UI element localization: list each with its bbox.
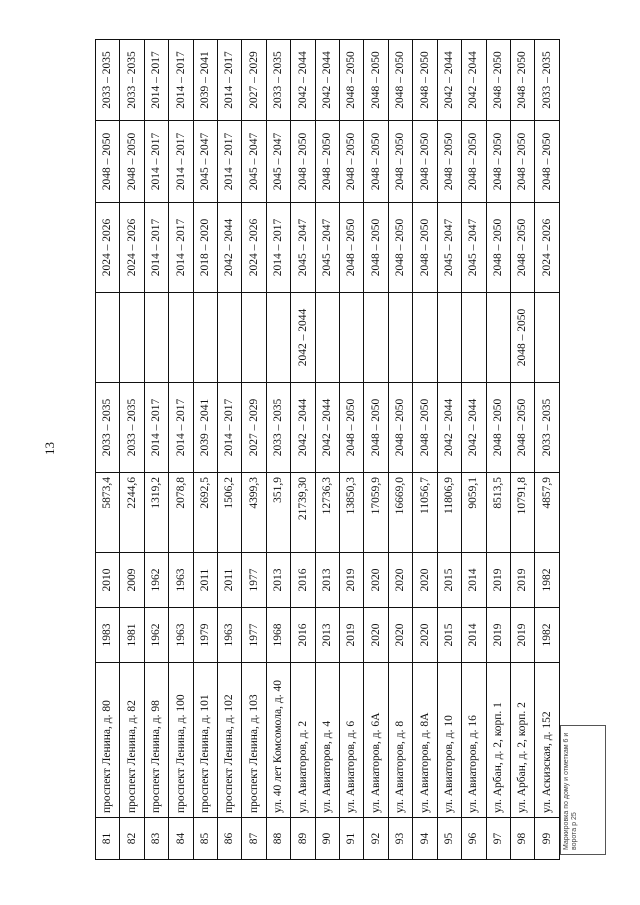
period-facade-cell: 2045 – 2047 (437, 203, 461, 293)
year-built-cell: 2016 (291, 608, 315, 663)
address-cell: проспект Ленина, д. 80 (96, 663, 120, 818)
table-row (388, 40, 412, 860)
period-basement-cell: 2048 – 2050 (510, 121, 534, 203)
page-number: 13 (42, 442, 57, 455)
period-elevator-cell (315, 293, 339, 383)
table-row (96, 40, 120, 860)
year-built-cell: 1963 (169, 608, 193, 663)
area-cell: 11806,9 (437, 473, 461, 553)
area-cell: 4399,3 (242, 473, 266, 553)
year-built-cell: 1982 (535, 608, 560, 663)
year-built-cell: 1962 (144, 608, 168, 663)
period-elevator-cell (193, 293, 217, 383)
period-roof-cell: 2048 – 2050 (510, 383, 534, 473)
period-basement-cell: 2014 – 2017 (144, 121, 168, 203)
table-row (242, 40, 266, 860)
period-roof-cell: 2033 – 2035 (266, 383, 290, 473)
period-roof-cell: 2039 – 2041 (193, 383, 217, 473)
year-commissioned-cell: 2019 (510, 553, 534, 608)
period-roof-cell: 2042 – 2044 (291, 383, 315, 473)
year-built-cell: 1963 (218, 608, 242, 663)
period-roof-cell: 2014 – 2017 (218, 383, 242, 473)
period-elevator-cell (388, 293, 412, 383)
area-cell: 11056,7 (413, 473, 437, 553)
area-cell: 12736,3 (315, 473, 339, 553)
rotated-table-container (95, 40, 560, 860)
row-number-cell: 87 (242, 818, 266, 860)
period-facade-cell: 2014 – 2017 (266, 203, 290, 293)
year-commissioned-cell: 2016 (291, 553, 315, 608)
address-cell: ул. Аскизская, д. 152 (535, 663, 560, 818)
row-number-cell: 85 (193, 818, 217, 860)
period-facade-cell: 2045 – 2047 (291, 203, 315, 293)
period-engineering-cell: 2014 – 2017 (169, 40, 193, 121)
year-commissioned-cell: 2010 (96, 553, 120, 608)
period-roof-cell: 2048 – 2050 (486, 383, 510, 473)
period-elevator-cell (266, 293, 290, 383)
period-engineering-cell: 2042 – 2044 (291, 40, 315, 121)
period-roof-cell: 2042 – 2044 (462, 383, 486, 473)
period-facade-cell: 2045 – 2047 (462, 203, 486, 293)
period-engineering-cell: 2048 – 2050 (486, 40, 510, 121)
area-cell: 2692,5 (193, 473, 217, 553)
period-roof-cell: 2048 – 2050 (413, 383, 437, 473)
year-commissioned-cell: 2020 (364, 553, 388, 608)
table-row (315, 40, 339, 860)
period-engineering-cell: 2033 – 2035 (120, 40, 144, 121)
period-facade-cell: 2014 – 2017 (144, 203, 168, 293)
period-basement-cell: 2048 – 2050 (486, 121, 510, 203)
row-number-cell: 83 (144, 818, 168, 860)
stamp: Маркировка по дому и отметкам 6 и ворота р 25 (560, 725, 606, 855)
period-elevator-cell (169, 293, 193, 383)
period-basement-cell: 2048 – 2050 (388, 121, 412, 203)
period-facade-cell: 2042 – 2044 (218, 203, 242, 293)
period-basement-cell: 2048 – 2050 (462, 121, 486, 203)
area-cell: 8513,5 (486, 473, 510, 553)
table-row (364, 40, 388, 860)
period-basement-cell: 2014 – 2017 (169, 121, 193, 203)
period-engineering-cell: 2048 – 2050 (364, 40, 388, 121)
table-row (120, 40, 144, 860)
row-number-cell: 93 (388, 818, 412, 860)
period-engineering-cell: 2014 – 2017 (218, 40, 242, 121)
period-basement-cell: 2048 – 2050 (96, 121, 120, 203)
address-cell: проспект Ленина, д. 102 (218, 663, 242, 818)
period-elevator-cell (413, 293, 437, 383)
period-facade-cell: 2045 – 2047 (315, 203, 339, 293)
period-facade-cell: 2048 – 2050 (413, 203, 437, 293)
table-row (413, 40, 437, 860)
row-number-cell: 94 (413, 818, 437, 860)
area-cell: 4857,9 (535, 473, 560, 553)
address-cell: ул. Авиаторов, д. 10 (437, 663, 461, 818)
year-built-cell: 1983 (96, 608, 120, 663)
period-elevator-cell (120, 293, 144, 383)
period-engineering-cell: 2048 – 2050 (510, 40, 534, 121)
year-commissioned-cell: 2011 (218, 553, 242, 608)
row-number-cell: 88 (266, 818, 290, 860)
period-elevator-cell (364, 293, 388, 383)
period-roof-cell: 2042 – 2044 (315, 383, 339, 473)
row-number-cell: 96 (462, 818, 486, 860)
area-cell: 9059,1 (462, 473, 486, 553)
period-roof-cell: 2048 – 2050 (340, 383, 364, 473)
year-built-cell: 2020 (388, 608, 412, 663)
year-commissioned-cell: 1982 (535, 553, 560, 608)
table-row (510, 40, 534, 860)
year-commissioned-cell: 2019 (340, 553, 364, 608)
period-engineering-cell: 2048 – 2050 (388, 40, 412, 121)
period-roof-cell: 2048 – 2050 (364, 383, 388, 473)
period-facade-cell: 2018 – 2020 (193, 203, 217, 293)
period-elevator-cell (340, 293, 364, 383)
year-commissioned-cell: 2020 (388, 553, 412, 608)
year-commissioned-cell: 2013 (315, 553, 339, 608)
year-built-cell: 1977 (242, 608, 266, 663)
year-built-cell: 2015 (437, 608, 461, 663)
area-cell: 17059,9 (364, 473, 388, 553)
area-cell: 5873,4 (96, 473, 120, 553)
row-number-cell: 92 (364, 818, 388, 860)
address-cell: ул. Авиаторов, д. 8А (413, 663, 437, 818)
address-cell: ул. 40 лет Комсомола, д. 40 (266, 663, 290, 818)
address-cell: проспект Ленина, д. 101 (193, 663, 217, 818)
period-engineering-cell: 2033 – 2035 (535, 40, 560, 121)
table-row (291, 40, 315, 860)
period-basement-cell: 2045 – 2047 (193, 121, 217, 203)
period-engineering-cell: 2042 – 2044 (315, 40, 339, 121)
year-commissioned-cell: 1962 (144, 553, 168, 608)
table-row (169, 40, 193, 860)
area-cell: 1319,2 (144, 473, 168, 553)
period-facade-cell: 2048 – 2050 (486, 203, 510, 293)
year-built-cell: 1968 (266, 608, 290, 663)
year-commissioned-cell: 1977 (242, 553, 266, 608)
year-commissioned-cell: 2011 (193, 553, 217, 608)
period-elevator-cell (437, 293, 461, 383)
address-cell: ул. Арбан, д. 2, корп. 2 (510, 663, 534, 818)
period-elevator-cell (218, 293, 242, 383)
period-facade-cell: 2048 – 2050 (364, 203, 388, 293)
period-engineering-cell: 2042 – 2044 (437, 40, 461, 121)
period-elevator-cell (535, 293, 560, 383)
housing-repair-schedule-table (95, 39, 560, 860)
period-facade-cell: 2048 – 2050 (388, 203, 412, 293)
year-built-cell: 2019 (340, 608, 364, 663)
year-commissioned-cell: 2015 (437, 553, 461, 608)
area-cell: 10791,8 (510, 473, 534, 553)
table-row (193, 40, 217, 860)
year-built-cell: 2020 (413, 608, 437, 663)
address-cell: ул. Авиаторов, д. 2 (291, 663, 315, 818)
row-number-cell: 99 (535, 818, 560, 860)
year-commissioned-cell: 2019 (486, 553, 510, 608)
period-facade-cell: 2048 – 2050 (510, 203, 534, 293)
year-built-cell: 2019 (486, 608, 510, 663)
period-elevator-cell: 2048 – 2050 (510, 293, 534, 383)
period-engineering-cell: 2039 – 2041 (193, 40, 217, 121)
address-cell: ул. Арбан, д. 2, корп. 1 (486, 663, 510, 818)
row-number-cell: 86 (218, 818, 242, 860)
period-basement-cell: 2048 – 2050 (315, 121, 339, 203)
address-cell: проспект Ленина, д. 103 (242, 663, 266, 818)
address-cell: проспект Ленина, д. 82 (120, 663, 144, 818)
period-engineering-cell: 2033 – 2035 (96, 40, 120, 121)
address-cell: ул. Авиаторов, д. 6А (364, 663, 388, 818)
address-cell: ул. Авиаторов, д. 8 (388, 663, 412, 818)
area-cell: 21739,30 (291, 473, 315, 553)
period-elevator-cell (462, 293, 486, 383)
row-number-cell: 89 (291, 818, 315, 860)
period-facade-cell: 2048 – 2050 (340, 203, 364, 293)
period-elevator-cell (144, 293, 168, 383)
year-built-cell: 1979 (193, 608, 217, 663)
period-engineering-cell: 2042 – 2044 (462, 40, 486, 121)
table-row (462, 40, 486, 860)
table-row (340, 40, 364, 860)
row-number-cell: 82 (120, 818, 144, 860)
period-basement-cell: 2048 – 2050 (413, 121, 437, 203)
period-basement-cell: 2048 – 2050 (120, 121, 144, 203)
table-row (144, 40, 168, 860)
period-basement-cell: 2048 – 2050 (340, 121, 364, 203)
area-cell: 16669,0 (388, 473, 412, 553)
area-cell: 13850,3 (340, 473, 364, 553)
row-number-cell: 95 (437, 818, 461, 860)
period-elevator-cell (486, 293, 510, 383)
period-elevator-cell (242, 293, 266, 383)
period-roof-cell: 2033 – 2035 (535, 383, 560, 473)
period-basement-cell: 2048 – 2050 (535, 121, 560, 203)
address-cell: ул. Авиаторов, д. 6 (340, 663, 364, 818)
address-cell: проспект Ленина, д. 98 (144, 663, 168, 818)
address-cell: проспект Ленина, д. 100 (169, 663, 193, 818)
year-built-cell: 1981 (120, 608, 144, 663)
period-roof-cell: 2048 – 2050 (388, 383, 412, 473)
period-engineering-cell: 2033 – 2035 (266, 40, 290, 121)
period-engineering-cell: 2027 – 2029 (242, 40, 266, 121)
year-commissioned-cell: 2014 (462, 553, 486, 608)
period-basement-cell: 2048 – 2050 (364, 121, 388, 203)
table-row (437, 40, 461, 860)
row-number-cell: 91 (340, 818, 364, 860)
address-cell: ул. Авиаторов, д. 16 (462, 663, 486, 818)
year-built-cell: 2019 (510, 608, 534, 663)
period-facade-cell: 2024 – 2026 (96, 203, 120, 293)
table-body (96, 40, 560, 860)
area-cell: 2078,8 (169, 473, 193, 553)
year-built-cell: 2020 (364, 608, 388, 663)
area-cell: 1506,2 (218, 473, 242, 553)
table-row (266, 40, 290, 860)
year-built-cell: 2014 (462, 608, 486, 663)
year-commissioned-cell: 2020 (413, 553, 437, 608)
period-facade-cell: 2014 – 2017 (169, 203, 193, 293)
period-basement-cell: 2014 – 2017 (218, 121, 242, 203)
area-cell: 2244,6 (120, 473, 144, 553)
period-roof-cell: 2014 – 2017 (169, 383, 193, 473)
period-elevator-cell: 2042 – 2044 (291, 293, 315, 383)
year-commissioned-cell: 2013 (266, 553, 290, 608)
table-row (218, 40, 242, 860)
period-roof-cell: 2033 – 2035 (96, 383, 120, 473)
period-facade-cell: 2024 – 2026 (535, 203, 560, 293)
period-roof-cell: 2014 – 2017 (144, 383, 168, 473)
period-facade-cell: 2024 – 2026 (242, 203, 266, 293)
area-cell: 351,9 (266, 473, 290, 553)
period-engineering-cell: 2014 – 2017 (144, 40, 168, 121)
table-row (486, 40, 510, 860)
address-cell: ул. Авиаторов, д. 4 (315, 663, 339, 818)
row-number-cell: 90 (315, 818, 339, 860)
table-row (535, 40, 560, 860)
period-basement-cell: 2048 – 2050 (291, 121, 315, 203)
period-basement-cell: 2048 – 2050 (437, 121, 461, 203)
row-number-cell: 81 (96, 818, 120, 860)
row-number-cell: 97 (486, 818, 510, 860)
period-facade-cell: 2024 – 2026 (120, 203, 144, 293)
period-engineering-cell: 2048 – 2050 (340, 40, 364, 121)
period-roof-cell: 2033 – 2035 (120, 383, 144, 473)
period-roof-cell: 2042 – 2044 (437, 383, 461, 473)
year-commissioned-cell: 1963 (169, 553, 193, 608)
year-commissioned-cell: 2009 (120, 553, 144, 608)
period-roof-cell: 2027 – 2029 (242, 383, 266, 473)
year-built-cell: 2013 (315, 608, 339, 663)
period-basement-cell: 2045 – 2047 (242, 121, 266, 203)
period-basement-cell: 2045 – 2047 (266, 121, 290, 203)
period-elevator-cell (96, 293, 120, 383)
row-number-cell: 84 (169, 818, 193, 860)
row-number-cell: 98 (510, 818, 534, 860)
period-engineering-cell: 2048 – 2050 (413, 40, 437, 121)
